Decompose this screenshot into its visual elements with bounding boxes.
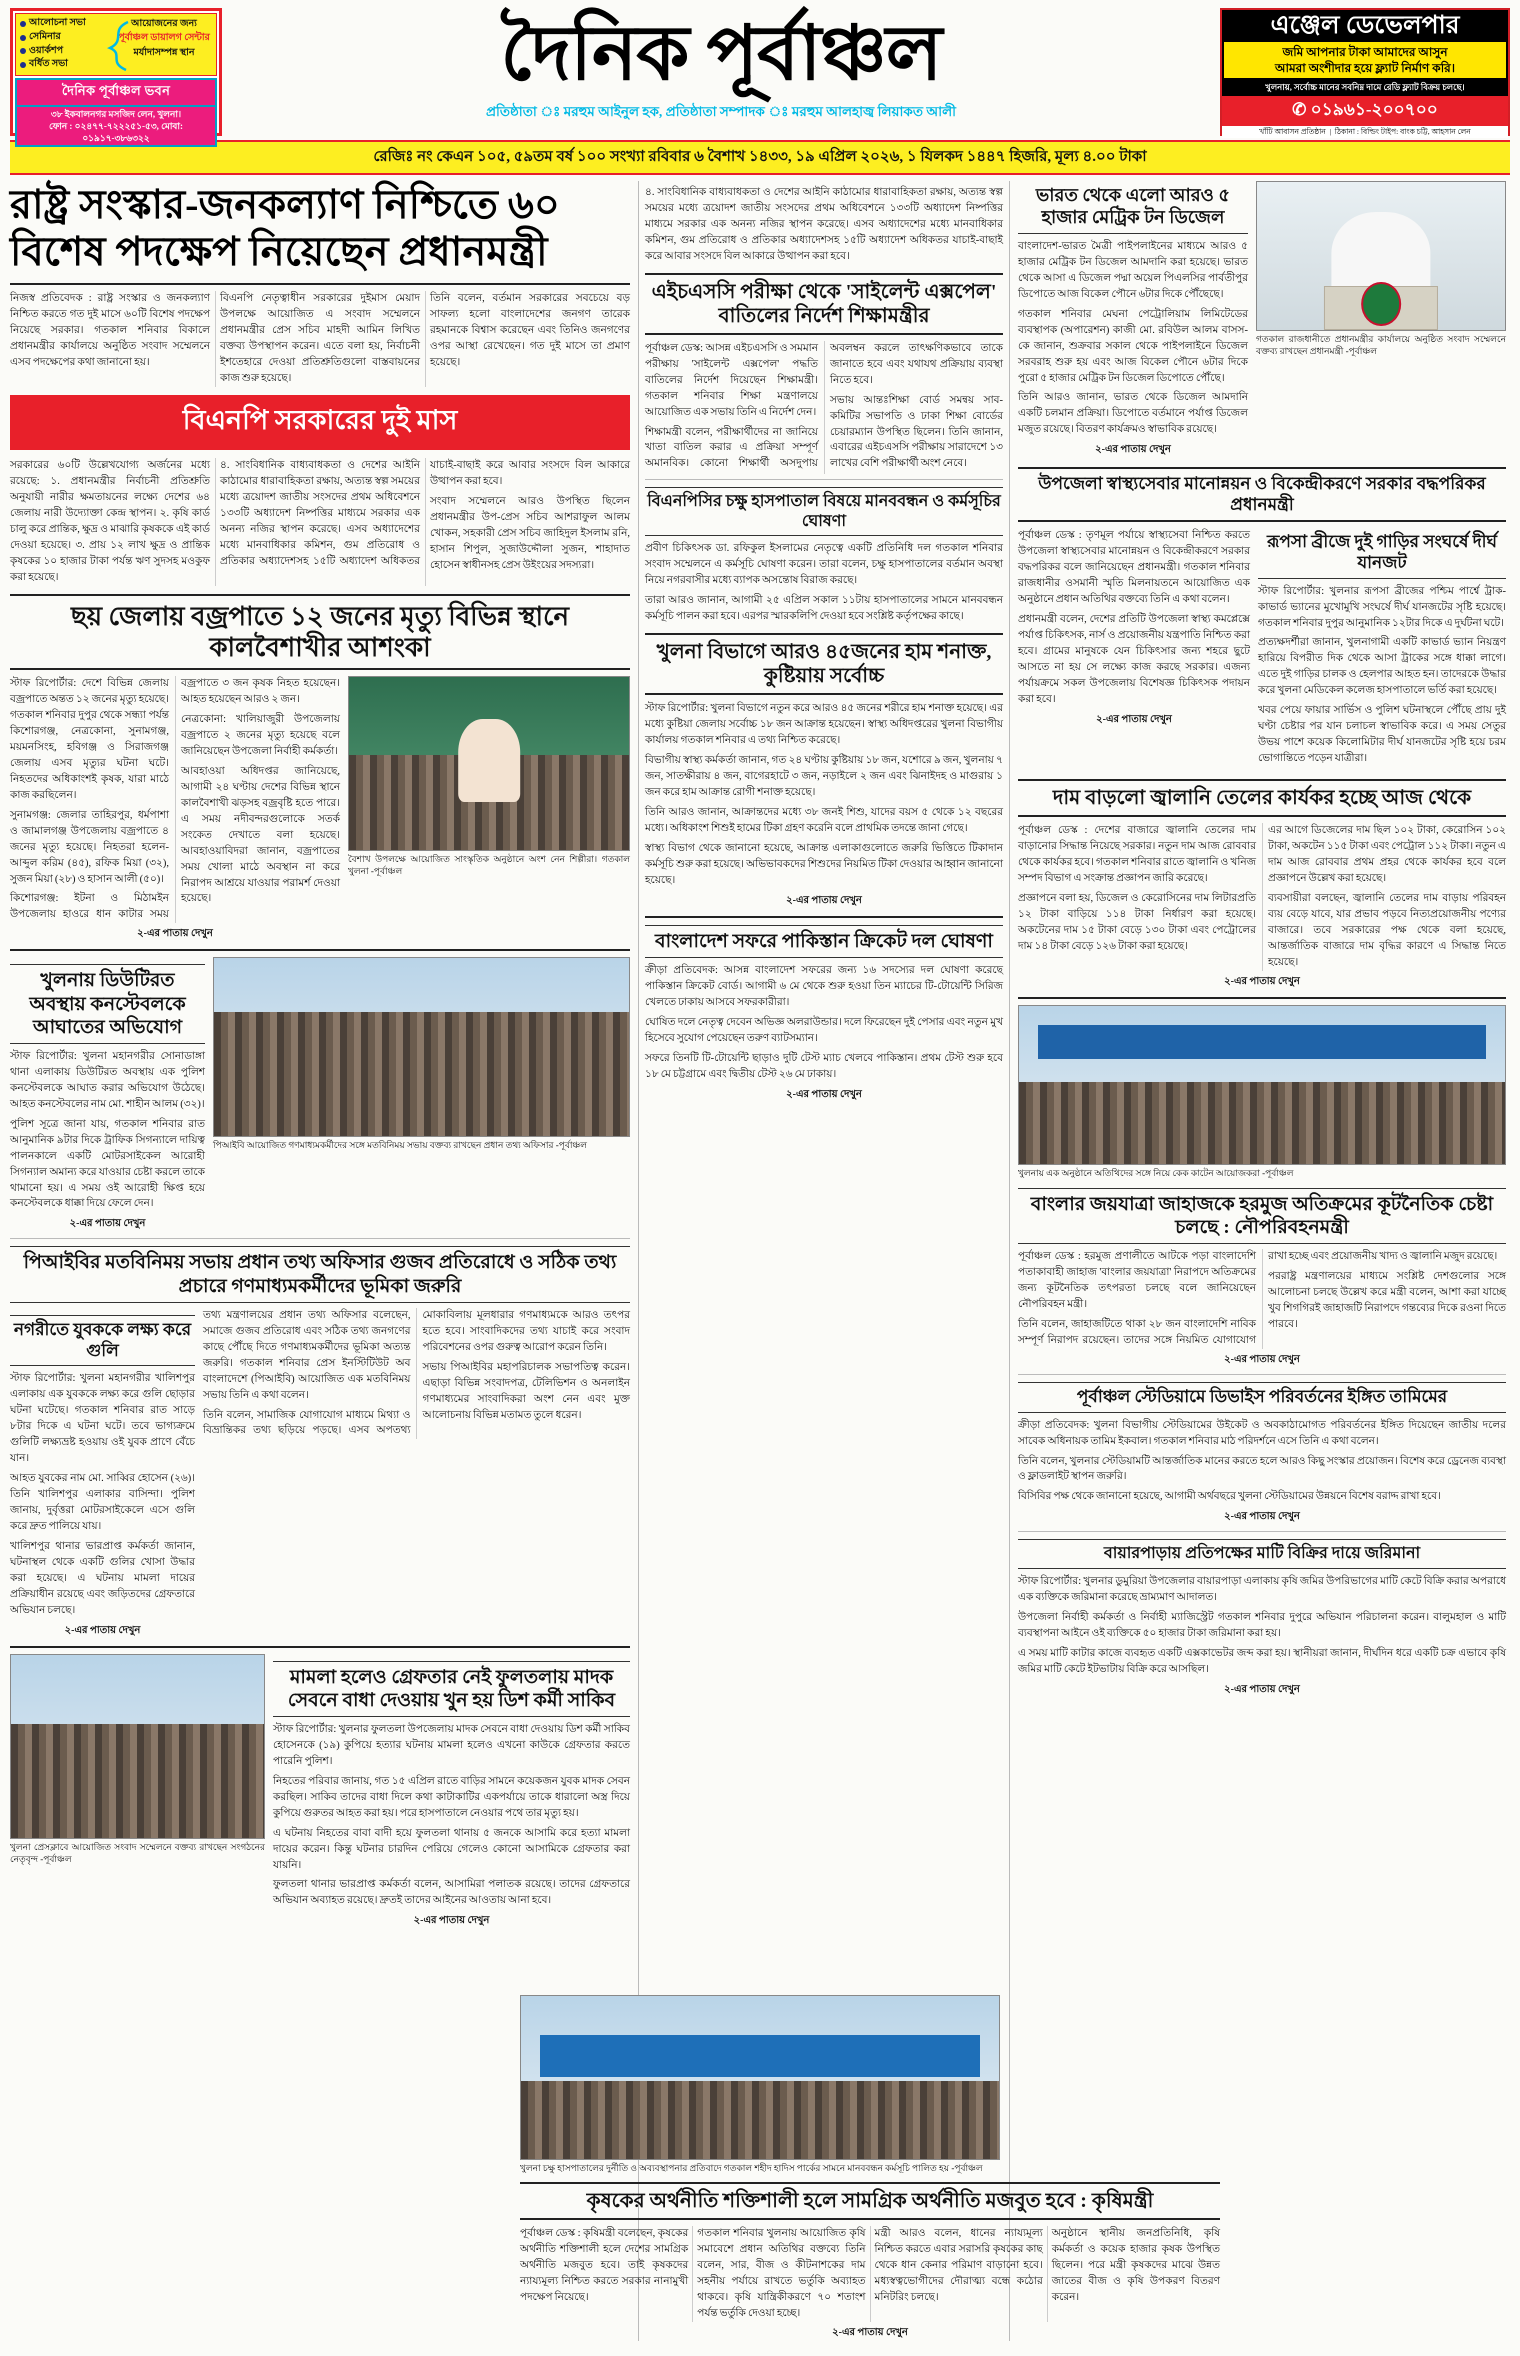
upazila-para-2: প্রধানমন্ত্রী বলেন, দেশের প্রতিটি উপজেলা স্বাস্থ্য কমপ্লেক্সে পর্যাপ্ত চিকিৎসক, নার্স ও প্রয়োজনীয় যন্ত্রপাতি নিশ্চিত করা হবে। গ্রামের মানুষকে যেন চিকিৎসার জন্য শহরে ছুটে আসতে না হয় সে লক্ষ্যে কাজ করছে সরকার। এজন্য পর্যায়ক্রমে সকল উপজেলায় বিশেষজ্ঞ চিকিৎসক পদায়ন করা হবে। xyxy=(1018,613,1250,705)
agriculture-headline: কৃষকের অর্থনীতি শক্তিশালী হলে সামগ্রিক অর্থনীতি মজবুত হবে : কৃষিমন্ত্রী xyxy=(520,2182,1220,2220)
footer-right: ঠিকানা : বিল্ডিং টাইপ: বাংক চট্টি, আহসান লেন xyxy=(1334,126,1471,136)
pio-headline: পিআইবির মতবিনিময় সভায় প্রধান তথ্য অফিসার গুজব প্রতিরোধে ও সঠিক তথ্য প্রচারে গণমাধ্যমকর্মীদের ভূমিকা জরুরি xyxy=(10,1246,630,1302)
lead-para-3: তিনি বলেন, বর্তমান সরকারের সবচেয়ে বড় সাফল্য হলো বাংলাদেশের জনগণ তারেক রহমানকে বিশ্বাস করেছেন এবং তিনিও জনগণের ওপর আস্থা রেখেছেন। গত দুই মাসে তা প্রমাণ হয়েছে। xyxy=(430,293,630,369)
rupsa-para-2: প্রত্যক্ষদর্শীরা জানান, খুলনাগামী একটি কাভার্ড ভ্যান নিয়ন্ত্রণ হারিয়ে বিপরীত দিক থেকে আসা ট্রাকের সঙ্গে ধাক্কা লাগে। এতে দুই গাড়ির চালক ও হেলপার আহত হন। তাদেরকে উদ্ধার করে খুলনা মেডিকেল কলেজ হাসপাতালে ভর্তি করা হয়েছে। xyxy=(1258,637,1506,697)
agri-para-3: মন্ত্রী আরও বলেন, ধানের ন্যায্যমূল্য নিশ্চিত করতে এবার সরাসরি কৃষকের কাছ থেকে ধান কেনার পরিমাণ বাড়ানো হবে। মধ্যস্বত্বভোগীদের দৌরাত্ম্য বন্ধে কঠোর মনিটরিং চলছে। xyxy=(874,2228,1043,2304)
constable-section xyxy=(10,957,630,1233)
upazila-health-body xyxy=(1018,528,1250,771)
cricket-para-2: ঘোষিত দলে নেতৃত্ব দেবেন অভিজ্ঞ অলরাউন্ডার। দলে ফিরেছেন দুই পেসার এবং নতুন মুখ হিসেবে সুযোগ পেয়েছেন তরুণ ব্যাটসম্যান। xyxy=(645,1016,1003,1044)
six-district-text xyxy=(10,676,340,943)
lead-para-1: নিজস্ব প্রতিবেদক : রাষ্ট্র সংস্কার ও জনকল্যাণ নিশ্চিত করতে গত দুই মাসে ৬০টি বিশেষ পদক্ষেপ নিয়েছে সরকার। গতকাল শনিবার বিকালে প্রধানমন্ত্রীর কার্যালয়ে অনুষ্ঠিত সংবাদ সম্মেলনে এসব পদক্ষেপের কথা জানানো হয়। xyxy=(10,293,210,369)
rally-photo-block xyxy=(520,1995,1000,2176)
stadium-para-3: বিসিবির পক্ষ থেকে জানানো হয়েছে, আগামী অর্থবছরে খুলনা স্টেডিয়ামের উন্নয়নে বিশেষ বরাদ্দ রাখা হবে। xyxy=(1018,1491,1441,1503)
stadium-para-1: ক্রীড়া প্রতিবেদক: খুলনা বিভাগীয় স্টেডিয়ামের উইকেট ও অবকাঠামোগত পরিবর্তনের ইঙ্গিত দিয়েছেন জাতীয় দলের সাবেক অধিনায়ক তামিম ইকবাল। গতকাল শনিবার মাঠ পরিদর্শনে এসে তিনি এ কথা বলেন। xyxy=(1018,1419,1506,1447)
title-block xyxy=(228,8,1214,136)
bullet-dot-icon xyxy=(20,35,26,41)
murder-continue[interactable]: ২-এর পাতায় দেখুন xyxy=(413,1915,490,1927)
agriculture-body xyxy=(520,2226,1220,2322)
measles-continue[interactable]: ২-এর পাতায় দেখুন xyxy=(786,894,862,906)
constable-headline: খুলনায় ডিউটিরত অবস্থায় কনস্টেবলকে আঘাতের অভিযোগ xyxy=(10,964,205,1044)
upazila-continue[interactable]: ২-এর পাতায় দেখুন xyxy=(1096,713,1172,725)
human-chain-photo xyxy=(520,1995,1000,2160)
six-district-photo-wrap xyxy=(348,676,630,943)
fuel-para-4: ব্যবসায়ীরা বলছেন, জ্বালানি তেলের দাম বাড়ায় পরিবহন ব্যয় বেড়ে যাবে, যার প্রভাব পড়বে নিত্যপ্রয়োজনীয় পণ্যের বাজারে। তবে সরকারের পক্ষ থেকে বলা হয়েছে, আন্তর্জাতিক বাজারে দাম বৃদ্ধির কারণে এ সিদ্ধান্ত নিতে হয়েছে। xyxy=(1268,892,1506,968)
rupsa-block xyxy=(1258,528,1506,771)
rupsa-para-3: খবর পেয়ে ফায়ার সার্ভিস ও পুলিশ ঘটনাস্থলে পৌঁছে প্রায় দুই ঘণ্টা চেষ্টার পর যান চলাচল স্বাভাবিক করে। এ সময় সেতুর উভয় পাশে কয়েক কিলোমিটার দীর্ঘ যানজটের সৃষ্টি হয়ে চরম ভোগান্তিতে পড়েন যাত্রীরা। xyxy=(1258,705,1506,765)
ad-phone: ফোন : ০২৪৭৭-৭২২২৫১-৫৩, মোবা: ০১৯১৭-৩৮৬৩২২ xyxy=(48,121,184,144)
shooting-headline: নগরীতে যুবককে লক্ষ্য করে গুলি xyxy=(10,1315,195,1366)
diesel-block xyxy=(1018,181,1248,459)
ad-bullet-list xyxy=(20,17,116,72)
angel-developer-title: এঞ্জেল ডেভেলপার xyxy=(1270,12,1460,39)
six-district-photo-caption: বৈশাখ উপলক্ষে আয়োজিত সাংস্কৃতিক অনুষ্ঠানে অংশ নেন শিল্পীরা। গতকাল খুলনা -পূর্বাঞ্চল xyxy=(348,854,630,877)
rupsa-para-1: স্টাফ রিপোর্টার: খুলনার রূপসা ব্রীজের পশ্চিম পার্শ্বে ট্রাক-কাভার্ড ভ্যানের মুখোমুখি সংঘর্ষে দীর্ঘ যানজটের সৃষ্টি হয়েছে। গতকাল শনিবার দুপুর আনুমানিক ১২টার দিকে এ দুর্ঘটনা ঘটে। xyxy=(1258,585,1506,629)
six-district-section xyxy=(10,676,630,943)
rupsa-headline: রূপসা ব্রীজে দুই গাড়ির সংঘর্ষে দীর্ঘ যানজট xyxy=(1258,528,1506,578)
studio-photo-caption: খুলনা প্রেসক্লাবে আয়োজিত সংবাদ সম্মেলনে বক্তব্য রাখছেন সংগঠনের নেতৃবৃন্দ -পূর্বাঞ্চল xyxy=(10,1841,265,1864)
bnp-two-months-banner: বিএনপি সরকারের দুই মাস xyxy=(10,395,630,450)
silent-para-2: শিক্ষামন্ত্রী বলেন, পরীক্ষার্থীদের না জানিয়ে খাতা বাতিল করার এ প্রক্রিয়া সম্পূর্ণ অমানবিক। কোনো শিক্ষার্থী অসদুপায় অবলম্বন করলে তাৎক্ষণিকভাবে তাকে জানাতে হবে এবং যথাযথ প্রক্রিয়ায় ব্যবস্থা নিতে হবে। xyxy=(645,342,1003,470)
shooting-para-2: আহত যুবকের নাম মো. সাব্বির হোসেন (২৬)। তিনি খালিশপুর এলাকার বাসিন্দা। পুলিশ জানায়, দুর্বৃত্তরা মোটরসাইকেলে এসে গুলি করে দ্রুত পালিয়ে যায়। xyxy=(10,1472,195,1532)
meeting-photo-wrap xyxy=(213,957,630,1233)
measles-para-2: বিভাগীয় স্বাস্থ্য কর্মকর্তা জানান, গত ২৪ ঘণ্টায় কুষ্টিয়ায় ১৮ জন, যশোরে ৯ জন, খুলনায় ৭ জন, সাতক্ষীরায় ৪ জন, বাগেরহাটে ৩ জন, নড়াইলে ২ জন এবং ঝিনাইদহ ও মাগুরায় ১ জন করে হাম আক্রান্ত রোগী শনাক্ত হয়েছে। xyxy=(645,755,1003,798)
constable-continue[interactable]: ২-এর পাতায় দেখুন xyxy=(69,1218,146,1230)
silent-expel-body xyxy=(645,341,1003,475)
measles-body xyxy=(645,701,1003,888)
stadium-body xyxy=(1018,1418,1506,1506)
six-para-2: সুনামগঞ্জ: জেলার তাহিরপুর, ধর্মপাশা ও জামালগঞ্জ উপজেলায় বজ্রপাতে ৪ জনের মৃত্যু হয়েছে। নিহতরা হলেন- আব্দুল করিম (৪৫), রফিক মিয়া (৩২), সুজন মিয়া (২৮) ও হাসান আলী (৫০)। xyxy=(10,809,169,885)
shooting-block xyxy=(10,1308,195,1640)
bullet-dot-icon xyxy=(20,48,26,54)
shooting-para-3: খালিশপুর থানার ভারপ্রাপ্ত কর্মকর্তা জানান, ঘটনাস্থল থেকে একটি গুলির খোসা উদ্ধার করা হয়েছে। এ ঘটনায় মামলা দায়ের প্রক্রিয়াধীন রয়েছে এবং জড়িতদের গ্রেফতারে অভিযান চলছে। xyxy=(10,1540,195,1616)
prime-minister-photo xyxy=(1256,181,1506,331)
ad-contact-block xyxy=(15,107,217,147)
diesel-continue[interactable]: ২-এর পাতায় দেখুন xyxy=(1095,444,1171,456)
award-photo-caption: খুলনায় এক অনুষ্ঠানে অতিথিদের সঙ্গে নিয়ে কেক কাটেন আয়োজকরা -পূর্বাঞ্চল xyxy=(1018,1167,1294,1178)
studio-photo-wrap xyxy=(10,1654,265,1931)
stadium-headline: পূর্বাঞ্চল স্টেডিয়ামে ডিভাইস পরিবর্তনের ইঙ্গিত তামিমের xyxy=(1018,1382,1506,1413)
ship-continue[interactable]: ২-এর পাতায় দেখুন xyxy=(1224,1353,1300,1365)
fuel-price-body xyxy=(1018,823,1506,971)
lead-para-5: ৪. সাংবিধানিক বাধ্যবাধকতা ও দেশের আইনি কাঠামোর ধারাবাহিকতা রক্ষায়, অত্যন্ত স্বল্প সময়ের মধ্যে ত্রয়োদশ জাতীয় সংসদের প্রথম অধিবেশনে ১৩৩টি অধ্যাদেশ নিষ্পত্তির মাধ্যমে সরকার এক অনন্য নজির স্থাপন করেছে। এসব অধ্যাদেশের মধ্যে মানবাধিকার কমিশন, গুম প্রতিরোধ ও প্রতিকার অধ্যাদেশসহ ১৫টি অধ্যাদেশ অধিকতর যাচাই-বাছাই করে আবার সংসদে বিল আকারে উত্থাপন করা হবে। xyxy=(220,460,630,567)
eye-hospital-body xyxy=(645,541,1003,625)
cricket-body xyxy=(645,963,1003,1083)
advertisement-right[interactable] xyxy=(1220,8,1510,136)
upazila-health-headline: উপজেলা স্বাস্থ্যসেবার মানোন্নয়ন ও বিকেন্দ্রীকরণে সরকার বদ্ধপরিকর প্রধানমন্ত্রী xyxy=(1018,467,1506,522)
advertisement-left[interactable] xyxy=(10,8,222,144)
constable-para-1: স্টাফ রিপোর্টার: খুলনা মহানগরীর সোনাডাঙ্গা থানা এলাকায় ডিউটিরত অবস্থায় এক পুলিশ কনস্টেবলকে আঘাত করার অভিযোগ উঠেছে। আহত কনস্টেবলের নাম মো. শাহীন আলম (৩২)। xyxy=(10,1050,205,1110)
shooting-para-1: স্টাফ রিপোর্টার: খুলনা মহানগরীর খালিশপুর এলাকায় এক যুবককে লক্ষ্য করে গুলি ছোড়ার ঘটনা ঘটেছে। গতকাল শনিবার রাত সাড়ে ৮টার দিকে এ ঘটনা ঘটে। তবে ভাগ্যক্রমে গুলিটি লক্ষ্যভ্রষ্ট হওয়ায় ওই যুবক প্রাণে বেঁচে যান। xyxy=(10,1373,195,1465)
pm-photo-caption: গতকাল রাজধানীতে প্রধানমন্ত্রীর কার্যালয়ে অনুষ্ঠিত সংবাদ সম্মেলনে বক্তব্য রাখছেন প্রধানমন্ত্রী -পূর্বাঞ্চল xyxy=(1256,334,1506,357)
masthead xyxy=(10,8,1510,144)
footer-left: খাঁটি আবাসন প্রতিষ্ঠান xyxy=(1259,126,1326,136)
bullet-dot-icon xyxy=(20,62,26,68)
pio-body-wrap xyxy=(203,1308,630,1640)
pm-photo-wrap xyxy=(1256,181,1506,459)
diesel-para-3: তিনি আরও জানান, ভারত থেকে ডিজেল আমদানি একটি চলমান প্রক্রিয়া। ডিপোতে বর্তমানে পর্যাপ্ত ডিজেল মজুত রয়েছে। বিতরণ কার্যক্রমও স্বাভাবিক রয়েছে। xyxy=(1018,392,1248,436)
lead-para-2: বিএনপি নেতৃত্বাধীন সরকারের দুইমাস মেয়াদ উপলক্ষে আয়োজিত এ সংবাদ সম্মেলনে প্রধানমন্ত্রীর প্রেস সচিব মাহদী আমিন লিখিত বক্তব্য উপস্থাপন করেন। এতে বলা হয়, নির্বাচনী ইশতেহারে দেওয়া প্রতিশ্রুতিগুলো বাস্তবায়নের কাজ শুরু হয়েছে। xyxy=(220,293,420,385)
lead-headline: রাষ্ট্র সংস্কার-জনকল্যাণ নিশ্চিতে ৬০ বিশেষ পদক্ষেপ নিয়েছেন প্রধানমন্ত্রী xyxy=(10,181,630,285)
paper-title: দৈনিক পূর্বাঞ্চল xyxy=(500,11,942,96)
dialog-center-ad-body xyxy=(15,13,217,76)
agri-para-1: পূর্বাঞ্চল ডেস্ক : কৃষিমন্ত্রী বলেছেন, কৃষকের অর্থনীতি শক্তিশালী হলে দেশের সামগ্রিক অর্থনীতি মজবুত হবে। তাই কৃষকদের ন্যায্যমূল্য নিশ্চিত করতে সরকার নানামুখী পদক্ষেপ নিয়েছে। xyxy=(520,2228,689,2304)
press-conference-photo xyxy=(10,1654,265,1839)
agriculture-block xyxy=(520,2174,1220,2342)
murder-text xyxy=(273,1654,630,1931)
murder-para-3: এ ঘটনায় নিহতের বাবা বাদী হয়ে ফুলতলা থানায় ৫ জনকে আসামি করে হত্যা মামলা দায়ের করেন। কিন্তু ঘটনার চারদিন পেরিয়ে গেলেও কোনো আসামিকে গ্রেফতার করা যায়নি। xyxy=(273,1827,630,1871)
cricket-headline: বাংলাদেশ সফরে পাকিস্তান ক্রিকেট দল ঘোষণা xyxy=(645,925,1003,958)
murder-para-4: ফুলতলা থানার ভারপ্রাপ্ত কর্মকর্তা বলেন, আসামিরা পলাতক রয়েছে। তাদের গ্রেফতারে অভিযান অব্যাহত রয়েছে। দ্রুতই তাদের আইনের আওতায় আনা হবে। xyxy=(273,1879,630,1907)
ship-para-2: তিনি বলেন, জাহাজটিতে থাকা ২৮ জন বাংলাদেশি নাবিক সম্পূর্ণ নিরাপদ রয়েছেন। তাদের সঙ্গে নিয়মিত যোগাযোগ রাখা হচ্ছে এবং প্রয়োজনীয় খাদ্য ও জ্বালানি মজুদ রয়েছে। xyxy=(1018,1251,1498,1346)
measles-para-4: স্বাস্থ্য বিভাগ থেকে জানানো হয়েছে, আক্রান্ত এলাকাগুলোতে জরুরি ভিত্তিতে টিকাদান কর্মসূচি শুরু করা হয়েছে। অভিভাবকদের শিশুদের নিয়মিত টিকা দেওয়ার আহ্বান জানানো হয়েছে। xyxy=(645,842,1003,886)
fuel-continue[interactable]: ২-এর পাতায় দেখুন xyxy=(1224,975,1300,987)
mid-overflow-para: ৪. সাংবিধানিক বাধ্যবাধকতা ও দেশের আইনি কাঠামোর ধারাবাহিকতা রক্ষায়, অত্যন্ত স্বল্প সময়ের মধ্যে ত্রয়োদশ জাতীয় সংসদের প্রথম অধিবেশনে ১৩৩টি অধ্যাদেশ নিষ্পত্তির মাধ্যমে সরকার এক অনন্য নজির স্থাপন করেছে। এসব অধ্যাদেশের মধ্যে মানবাধিকার কমিশন, গুম প্রতিরোধ ও প্রতিকার অধ্যাদেশসহ ১৫টি অধ্যাদেশ অধিকতর যাচাই-বাছাই করে আবার সংসদে বিল আকারে উত্থাপন করা হবে। xyxy=(645,187,1003,262)
top-right-section xyxy=(1018,181,1506,459)
bullet-dot-icon xyxy=(20,21,26,27)
meeting-photo-caption: পিআইবি আয়োজিত গণমাধ্যমকর্মীদের সঙ্গে মতবিনিময় সভায় বক্তব্য রাখছেন প্রধান তথ্য অফিসার -পূর্বাঞ্চল xyxy=(213,1140,588,1151)
lead-body-cont xyxy=(10,458,630,586)
measles-para-1: স্টাফ রিপোর্টার: খুলনা বিভাগে নতুন করে আরও ৪৫ জনের শরীরে হাম শনাক্ত হয়েছে। এর মধ্যে কুষ্টিয়া জেলায় সর্বোচ্চ ১৮ জন আক্রান্ত হয়েছেন। স্বাস্থ্য অধিদপ্তরের খুলনা বিভাগীয় কার্যালয় গতকাল শনিবার এ তথ্য নিশ্চিত করেছে। xyxy=(645,703,1003,747)
land-para-1: স্টাফ রিপোর্টার: খুলনার ডুমুরিয়া উপজেলার বায়ারপাড়া এলাকায় কৃষি জমির উপরিভাগের মাটি কেটে বিক্রি করার অপরাধে এক ব্যক্তিকে জরিমানা করেছে ভ্রাম্যমাণ আদালত। xyxy=(1018,1575,1506,1603)
lead-body xyxy=(10,291,630,387)
pio-para-1: তথ্য মন্ত্রণালয়ের প্রধান তথ্য অফিসার বলেছেন, সমাজে গুজব প্রতিরোধ এবং সঠিক তথ্য জনগণের কাছে পৌঁছে দিতে গণমাধ্যমকর্মীদের ভূমিকা অত্যন্ত জরুরি। গতকাল শনিবার প্রেস ইনস্টিটিউট অব বাংলাদেশে (পিআইবি) আয়োজিত এক মতবিনিময় সভায় তিনি এ কথা বলেন। xyxy=(203,1309,411,1401)
stadium-continue[interactable]: ২-এর পাতায় দেখুন xyxy=(1224,1511,1300,1523)
ad-line-2: পূর্বাঞ্চল ডায়ালগ সেন্টার xyxy=(118,33,210,44)
ship-body xyxy=(1018,1249,1506,1349)
ad-line-1: আয়োজনের জন্য xyxy=(131,19,197,29)
dateline-strip: রেজিঃ নং কেএন ১০৫, ৫৯তম বর্ষ ১০০ সংখ্যা রবিবার ৬ বৈশাখ ১৪৩৩, ১৯ এপ্রিল ২০২৬, ১ যিলকদ ১৪৪৭ হিজরি, মূল্য ৪.০০ টাকা xyxy=(10,140,1510,175)
agri-para-4: অনুষ্ঠানে স্থানীয় জনপ্রতিনিধি, কৃষি কর্মকর্তা ও কয়েক হাজার কৃষক উপস্থিত ছিলেন। পরে মন্ত্রী কৃষকদের মাঝে উন্নত জাতের বীজ ও কৃষি উপকরণ বিতরণ করেন। xyxy=(1051,2228,1220,2304)
six-para-5: আবহাওয়া অধিদপ্তর জানিয়েছে, আগামী ২৪ ঘণ্টায় দেশের বিভিন্ন স্থানে কালবৈশাখী ঝড়সহ বজ্রবৃষ্টি হতে পারে। এ সময় নদীবন্দরগুলোকে সতর্ক সংকেত দেখাতে বলা হয়েছে। আবহাওয়াবিদরা জানান, বজ্রপাতের সময় খোলা মাঠে অবস্থান না করে নিরাপদ আশ্রয়ে যাওয়ার পরামর্শ দেওয়া হয়েছে। xyxy=(181,765,340,905)
ad-bullet-3: ওয়ার্কশপ xyxy=(29,45,64,56)
pio-para-3: সভায় পিআইবির মহাপরিচালক সভাপতিত্ব করেন। এছাড়া বিভিন্ন সংবাদপত্র, টেলিভিশন ও অনলাইন গণমাধ্যমের সাংবাদিকরা অংশ নেন এবং মুক্ত আলোচনায় বিভিন্ন মতামত তুলে ধরেন। xyxy=(422,1361,630,1421)
agri-para-2: গতকাল শনিবার খুলনায় আয়োজিত কৃষি সমাবেশে প্রধান অতিথির বক্তব্যে তিনি বলেন, সার, বীজ ও কীটনাশকের দাম সহনীয় পর্যায়ে রাখতে ভর্তুকি অব্যাহত থাকবে। কৃষি যান্ত্রিকীকরণে ৭০ শতাংশ পর্যন্ত ভর্তুকি দেওয়া হচ্ছে। xyxy=(697,2228,866,2320)
eye-hospital-headline: বিএনপিসির চক্ষু হাসপাতাল বিষয়ে মানববন্ধন ও কর্মসূচির ঘোষণা xyxy=(645,487,1003,536)
ad-bullet-2: সেমিনার xyxy=(29,31,61,42)
ship-para-3: পররাষ্ট্র মন্ত্রণালয়ের মাধ্যমে সংশ্লিষ্ট দেশগুলোর সঙ্গে আলোচনা চলছে উল্লেখ করে মন্ত্রী বলেন, আশা করা যাচ্ছে খুব শিগগিরই জাহাজটি নিরাপদে গন্তব্যের দিকে রওনা দিতে পারবে। xyxy=(1268,1271,1506,1330)
pio-para-2: তিনি বলেন, সামাজিক যোগাযোগ মাধ্যমে মিথ্যা ও বিভ্রান্তিকর তথ্য ছড়িয়ে পড়ছে। এসব অপতথ্য মোকাবিলায় মূলধারার গণমাধ্যমকে আরও তৎপর হতে হবে। সাংবাদিকদের তথ্য যাচাই করে সংবাদ পরিবেশনের ওপর গুরুত্ব আরোপ করেন তিনি। xyxy=(203,1309,630,1437)
offer-line-1: জমি আপনার টাকা আমাদের আসুন xyxy=(1282,44,1448,59)
land-body xyxy=(1018,1574,1506,1678)
pio-section xyxy=(10,1308,630,1640)
fuel-para-2: প্রজ্ঞাপনে বলা হয়, ডিজেল ও কেরোসিনের দাম লিটারপ্রতি ১২ টাকা বাড়িয়ে ১১৪ টাকা নির্ধারণ করা হয়েছে। অকটেনের দাম ১৫ টাকা বেড়ে ১৩০ টাকা এবং পেট্রোলের দাম ১৪ টাকা বেড়ে ১২৬ টাকা করা হয়েছে। xyxy=(1018,892,1256,952)
mid-lead-overflow xyxy=(645,185,1003,265)
lead-para-6: সংবাদ সম্মেলনে আরও উপস্থিত ছিলেন প্রধানমন্ত্রীর উপ-প্রেস সচিব আশরাফুল আলম খোকন, সহকারী প্রেস সচিব জাহিদুল ইসলাম রনি, হাসান শিপুল, সুজাউদ্দৌলা সুজন, শাহাদাত হোসেন স্বাধীনসহ প্রেস উইংয়ের সদস্যরা। xyxy=(430,496,630,571)
silent-para-3: সভায় আন্তঃশিক্ষা বোর্ড সমন্বয় সাব-কমিটির সভাপতি ও ঢাকা শিক্ষা বোর্ডের চেয়ারম্যান উপস্থিত ছিলেন। তিনি জানান, এবারের এইচএসসি পরীক্ষায় সারাদেশে ১৩ লাখের বেশি পরীক্ষার্থী অংশ নেবে। xyxy=(830,394,1003,470)
measles-para-3: তিনি আরও জানান, আক্রান্তদের মধ্যে ৩৮ জনই শিশু, যাদের বয়স ৫ থেকে ১২ বছরের মধ্যে। অধিকাংশ শিশুই হামের টিকা গ্রহণ করেনি বলে প্রাথমিক তদন্তে জানা গেছে। xyxy=(645,806,1003,834)
shooting-continue[interactable]: ২-এর পাতায় দেখুন xyxy=(64,1624,141,1636)
measles-headline: খুলনা বিভাগে আরও ৪৫জনের হাম শনাক্ত, কুষ্টিয়ায় সর্বোচ্চ xyxy=(645,633,1003,695)
lead-para-4: সরকারের ৬০টি উল্লেখযোগ্য অর্জনের মধ্যে রয়েছে: ১. প্রধানমন্ত্রীর নির্বাচনী প্রতিশ্রুতি অনুযায়ী নারীর ক্ষমতায়নের লক্ষ্যে দেশের ৬৪ জেলায় নারী উদ্যোক্তা কেন্দ্র স্থাপন। ২. কৃষি কার্ড চালু করে প্রান্তিক, ক্ষুদ্র ও মাঝারি কৃষককে এই কার্ড দেওয়া হয়েছে। ৩. প্রায় ১২ লাখ ক্ষুদ্র ও প্রান্তিক কৃষকের ১০ হাজার টাকা পর্যন্ত ঋণ সুদসহ মওকুফ করা হয়েছে। xyxy=(10,460,210,583)
diesel-para-2: গতকাল শনিবার মেঘনা পেট্রোলিয়াম লিমিটেডের ব্যবস্থাপক (অপারেশন) কাজী মো. রবিউল আলম বাসস-কে জানান, শুক্রবার সকাল থেকে পাইপলাইনে ডিজেল সরবরাহ শুরু হয় এবং আজ বিকেল পৌনে ৬টার দিকে পুরো ৫ হাজার মেট্রিক টন ডিজেল ডিপোতে পৌঁছে। xyxy=(1018,308,1248,384)
offer-line-2: আমরা অংশীদার হয়ে ফ্ল্যাট নির্মাণ করি। xyxy=(1274,60,1456,75)
cultural-event-photo xyxy=(348,676,630,851)
constable-text xyxy=(10,957,205,1233)
cricket-para-3: সফরে তিনটি টি-টোয়েন্টি ছাড়াও দুটি টেস্ট ম্যাচ খেলবে পাকিস্তান। প্রথম টেস্ট শুরু হবে ১৮ মে চট্টগ্রামে এবং দ্বিতীয় টেস্ট ২৬ মে ঢাকায়। xyxy=(645,1052,1003,1080)
ad-address: ৩৮ ইকবালনগর মসজিদ লেন, খুলনা। xyxy=(50,109,182,120)
rally-photo-caption: খুলনা চক্ষু হাসপাতালের দুর্নীতি ও অব্যবস্থাপনার প্রতিবাদে গতকাল শহীদ হাদিস পার্কের সামনে মানববন্ধন কর্মসূচি পালিত হয় -পূর্বাঞ্চল xyxy=(520,2162,983,2173)
upazila-para-1: পূর্বাঞ্চল ডেস্ক : তৃণমূল পর্যায়ে স্বাস্থ্যসেবা নিশ্চিত করতে উপজেলা স্বাস্থ্যসেবার মানোন্নয়ন ও বিকেন্দ্রীকরণে সরকার বদ্ধপরিকর বলে জানিয়েছেন প্রধানমন্ত্রী। গতকাল শনিবার রাজধানীর ওসমানী স্মৃতি মিলনায়তনে আয়োজিত এক অনুষ্ঠানে প্রধান অতিথির বক্তব্যে তিনি এ কথা বলেন। xyxy=(1018,530,1250,605)
six-district-continue[interactable]: ২-এর পাতায় দেখুন xyxy=(137,928,213,940)
upazila-and-rupsa xyxy=(1018,528,1506,771)
cricket-para-1: ক্রীড়া প্রতিবেদক: আসন্ন বাংলাদেশ সফরের জন্য ১৬ সদস্যের দল ঘোষণা করেছে পাকিস্তান ক্রিকেট বোর্ড। আগামী ৬ মে থেকে শুরু হওয়া তিন ম্যাচের টি-টোয়েন্টি সিরিজ খেলতে ঢাকায় আসবে সফরকারীরা। xyxy=(645,964,1003,1008)
award-ceremony-photo xyxy=(1018,1005,1506,1165)
silent-expel-headline: এইচএসসি পরীক্ষা থেকে 'সাইলেন্ট এক্সপেল' বাতিলের নির্দেশ শিক্ষামন্ত্রীর xyxy=(645,273,1003,335)
meeting-photo xyxy=(213,957,630,1137)
cricket-continue[interactable]: ২-এর পাতায় দেখুন xyxy=(786,1088,862,1100)
angel-developer-note: খুলনায়, সর্বোচ্চ মানের সবনিম্ন দামে রেডি ফ্ল্যাট বিক্রয় চলছে। xyxy=(1265,81,1465,92)
six-para-3: কিশোরগঞ্জ: ইটনা ও মিঠামইন উপজেলায় হাওরে ধান কাটার সময় বজ্রপাতে ৩ জন কৃষক নিহত হয়েছেন। আহত হয়েছেন আরও ২ জন। xyxy=(10,678,340,921)
six-para-4: নেত্রকোনা: খালিয়াজুরী উপজেলায় বজ্রপাতে ২ জনের মৃত্যু হয়েছে বলে জানিয়েছেন উপজেলা নির্বাহী কর্মকর্তা। xyxy=(181,714,340,757)
land-headline: বায়ারপাড়ায় প্রতিপক্ষের মাটি বিক্রির দায়ে জরিমানা xyxy=(1018,1539,1506,1569)
land-para-3: এ সময় মাটি কাটার কাজে ব্যবহৃত একটি এক্সকাভেটর জব্দ করা হয়। স্থানীয়রা জানান, দীর্ঘদিন ধরে একটি চক্র এভাবে কৃষি জমির মাটি কেটে ইটভাটায় বিক্রি করে আসছিল। xyxy=(1018,1647,1506,1675)
diesel-para-1: বাংলাদেশ-ভারত মৈত্রী পাইপলাইনের মাধ্যমে আরও ৫ হাজার মেট্রিক টন ডিজেল আমদানি করা হয়েছে। ভারত থেকে আসা এ ডিজেল পদ্মা অয়েল পিএলসির পার্বতীপুর ডিপোতে আজ বিকেল পৌনে ৬টার দিকে পৌঁছেছে। xyxy=(1018,240,1248,300)
ad-bullet-4: বর্ধিত সভা xyxy=(29,59,68,70)
column-right xyxy=(1018,181,1506,2341)
fuel-para-1: পূর্বাঞ্চল ডেস্ক : দেশের বাজারে জ্বালানি তেলের দাম বাড়ানোর সিদ্ধান্ত নিয়েছে সরকার। নতুন দাম আজ রোববার থেকে কার্যকর হবে। গতকাল শনিবার রাতে জ্বালানি ও খনিজ সম্পদ বিভাগ এ সংক্রান্ত প্রজ্ঞাপন জারি করেছে। xyxy=(1018,825,1256,884)
murder-para-1: স্টাফ রিপোর্টার: খুলনার ফুলতলা উপজেলায় মাদক সেবনে বাধা দেওয়ায় ডিশ কর্মী সাকিব হোসেনকে (১৯) কুপিয়ে হত্যার ঘটনায় মামলা হলেও এখনো কাউকে গ্রেফতার করতে পারেনি পুলিশ। xyxy=(273,1723,630,1767)
squiggle-decoration-icon xyxy=(104,20,130,74)
ad-bullet-1: আলোচনা সভা xyxy=(29,18,86,28)
six-para-1: স্টাফ রিপোর্টার: দেশে বিভিন্ন জেলায় বজ্রপাতে অন্তত ১২ জনের মৃত্যু হয়েছে। গতকাল শনিবার দুপুর থেকে সন্ধ্যা পর্যন্ত কিশোরগঞ্জ, নেত্রকোনা, সুনামগঞ্জ, ময়মনসিংহ, হবিগঞ্জ ও সিরাজগঞ্জ জেলায় এসব মৃত্যুর ঘটনা ঘটে। নিহতদের অধিকাংশই কৃষক, যারা মাঠে কাজ করছিলেন। xyxy=(10,678,169,801)
fuel-price-headline: দাম বাড়লো জ্বালানি তেলের কার্যকর হচ্ছে আজ থেকে xyxy=(1018,779,1506,817)
eye-para-2: তারা আরও জানান, আগামী ২৫ এপ্রিল সকাল ১১টায় হাসপাতালের সামনে মানববন্ধন কর্মসূচি পালন করা হবে। এরপর স্মারকলিপি দেওয়া হবে সংশ্লিষ্ট কর্তৃপক্ষের কাছে। xyxy=(645,595,1003,623)
eye-para-1: প্রবীণ চিকিৎসক ডা. রফিকুল ইসলামের নেতৃত্বে একটি প্রতিনিধি দল গতকাল শনিবার সংবাদ সম্মেলনে এ কর্মসূচি ঘোষণা করেন। তারা বলেন, চক্ষু হাসপাতালের বর্তমান অবস্থা নিয়ে নগরবাসীর মধ্যে ব্যাপক অসন্তোষ বিরাজ করছে। xyxy=(645,543,1003,587)
ad-line-3: মর্যাদাসম্পন্ন স্থান xyxy=(133,47,195,58)
ad-building-name: দৈনিক পূর্বাঞ্চল ভবন xyxy=(15,78,217,107)
constable-para-2: পুলিশ সূত্রে জানা যায়, গতকাল শনিবার রাত আনুমানিক ৯টার দিকে ট্রাফিক সিগন্যালে দায়িত্ব পালনকালে একটি মোটরসাইকেল আরোহী সিগন্যাল অমান্য করে যাওয়ার চেষ্টা করলে তাকে থামানো হয়। এ সময় ওই আরোহী ক্ষিপ্ত হয়ে কনস্টেবলকে ধাক্কা দিয়ে ফেলে দেন। xyxy=(10,1118,205,1210)
murder-headline: মামলা হলেও গ্রেফতার নেই ফুলতলায় মাদক সেবনে বাধা দেওয়ায় খুন হয় ডিশ কর্মী সাকিব xyxy=(273,1661,630,1717)
six-district-headline: ছয় জেলায় বজ্রপাতে ১২ জনের মৃত্যু বিভিন্ন স্থানে কালবৈশাখীর আশংকা xyxy=(10,594,630,670)
agriculture-continue[interactable]: ২-এর পাতায় দেখুন xyxy=(832,2327,908,2338)
land-para-2: উপজেলা নির্বাহী কর্মকর্তা ও নির্বাহী ম্যাজিস্ট্রেট গতকাল শনিবার দুপুরে অভিযান পরিচালনা করেন। বালুমহাল ও মাটি ব্যবস্থাপনা আইনে ওই ব্যক্তিকে ৫০ হাজার টাকা জরিমানা করা হয়। xyxy=(1018,1611,1506,1639)
stadium-para-2: তিনি বলেন, খুলনার স্টেডিয়ামটি আন্তর্জাতিক মানের করতে হলে আরও কিছু সংস্কার প্রয়োজন। বিশেষ করে ড্রেনেজ ব্যবস্থা ও ফ্লাডলাইট স্থাপন জরুরি। xyxy=(1018,1455,1506,1483)
angel-developer-footer: খাঁটি আবাসন প্রতিষ্ঠান | ঠিকানা : বিল্ডিং টাইপ: বাংক চট্টি, আহসান লেন xyxy=(1222,126,1508,138)
angel-developer-offer xyxy=(1224,42,1506,78)
silent-para-1: পূর্বাঞ্চল ডেস্ক: আসন্ন এইচএসসি ও সমমান পরীক্ষায় 'সাইলেন্ট এক্সপেল' পদ্ধতি বাতিলের নির্দেশ দিয়েছেন শিক্ষামন্ত্রী। গতকাল শনিবার শিক্ষা মন্ত্রণালয়ে আয়োজিত এক সভায় তিনি এ নির্দেশ দেন। xyxy=(645,342,818,418)
diesel-headline: ভারত থেকে এলো আরও ৫ হাজার মেট্রিক টন ডিজেল xyxy=(1018,181,1248,234)
fuel-para-3: এর আগে ডিজেলের দাম ছিল ১০২ টাকা, কেরোসিন ১০২ টাকা, অকটেন ১১৫ টাকা এবং পেট্রোল ১১২ টাকা। নতুন এ দাম আজ রোববার প্রথম প্রহর থেকে কার্যকর হবে বলে প্রজ্ঞাপনে উল্লেখ করা হয়েছে। xyxy=(1268,825,1506,884)
ad-right-text xyxy=(116,17,212,72)
murder-para-2: নিহতের পরিবার জানায়, গত ১৫ এপ্রিল রাতে বাড়ির সামনে কয়েকজন যুবক মাদক সেবন করছিল। সাকিব তাদের বাধা দিলে কথা কাটাকাটির একপর্যায়ে তাকে ধারালো অস্ত্র দিয়ে কুপিয়ে গুরুতর আহত করা হয়। পরে হাসপাতালে নেওয়ার পথে তার মৃত্যু হয়। xyxy=(273,1775,630,1819)
angel-developer-phone[interactable]: ✆ ০১৯৬১-২০০৭০০ xyxy=(1222,96,1508,126)
founder-line: প্রতিষ্ঠাতা ঃ মরহুম আইনুল হক, প্রতিষ্ঠাতা সম্পাদক ঃ মরহুম আলহাজ্ব লিয়াকত আলী xyxy=(485,104,957,120)
land-continue[interactable]: ২-এর পাতায় দেখুন xyxy=(1224,1683,1300,1695)
ship-para-1: পূর্বাঞ্চল ডেস্ক : হরমুজ প্রণালীতে আটকে পড়া বাংলাদেশি পতাকাবাহী জাহাজ 'বাংলার জয়যাত্রা' নিরাপদে অতিক্রমের জন্য কূটনৈতিক তৎপরতা চলছে বলে জানিয়েছেন নৌপরিবহন মন্ত্রী। xyxy=(1018,1251,1256,1310)
murder-section xyxy=(10,1654,630,1931)
ship-headline: বাংলার জয়যাত্রা জাহাজকে হরমুজ অতিক্রমের কূটনৈতিক চেষ্টা চলছে : নৌপরিবহনমন্ত্রী xyxy=(1018,1188,1506,1244)
